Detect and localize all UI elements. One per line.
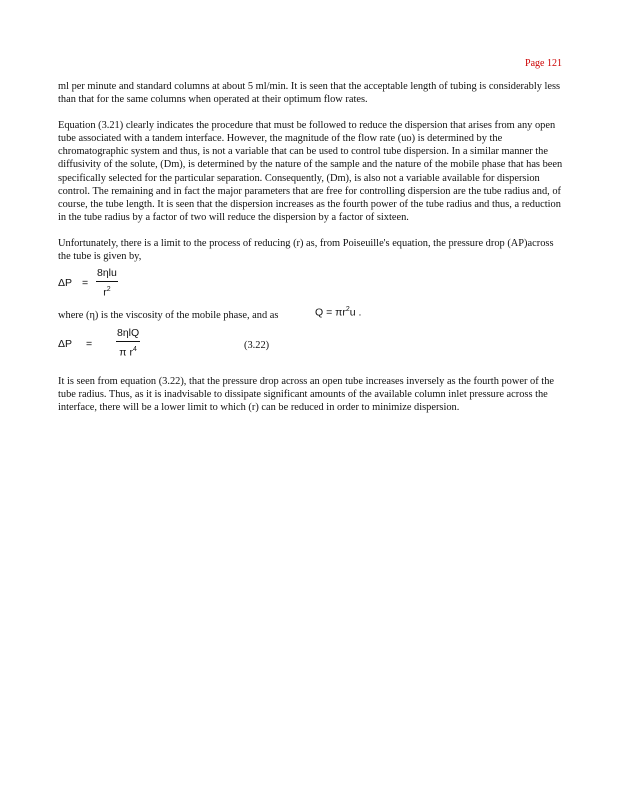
paragraph-2: Equation (3.21) clearly indicates the procedure that must be followed to reduce the dispersion that arises from any open tube associated with a tandem interface. However, the magnitude of the flow rate (uo) is determined by the chromatographic system and thus, is not a variable that can be used to control tube dispersion. In a similar manner the diffusivity of the solute, (Dm), is determined by the nature of the sample and the nature of the mobile phase that has been specifically selected for the particular separation. Consequently, (Dm), is also not a variable available for dispersion control. The remaining and in fact the major parameters that are free for controlling dispersion are the tube radius and, of course, the tube length. It is seen that the dispersion increases as the fourth power of the tube radius and thus, a reduction in the tube radius by a factor of two will reduce the dispersion by a factor of sixteen.	[58, 120, 563, 223]
fraction-denominator: π $r^4$	[119, 346, 137, 359]
where-text: where (η) is the viscosity of the mobile phase, and as	[58, 310, 279, 322]
equation-fraction	[116, 327, 140, 360]
paragraph-3: Unfortunately, there is a limit to the process of reducing (r) as, from Poiseuille's equation, the pressure drop (AP)across the tube is given by,	[58, 237, 554, 263]
paragraph-1: ml per minute and standard columns at about 5 ml/min. It is seen that the acceptable length of tubing is considerably less than that for the same columns when operated at their optimum flow rates.	[58, 81, 561, 106]
fraction-denominator: $r^2$	[103, 286, 111, 299]
equation-poiseuille	[58, 267, 563, 297]
where-line	[58, 303, 563, 323]
equation-lhs: ΔP	[58, 277, 73, 290]
equation-flow: $Q = \pi r^2u$ .	[315, 306, 362, 319]
fraction-numerator: 8ηlQ	[116, 327, 140, 342]
equation-number: (3.22)	[244, 340, 270, 352]
equation-3-22	[58, 329, 563, 363]
equation-fraction	[96, 267, 118, 300]
document-body	[58, 80, 563, 427]
paragraph-4: It is seen from equation (3.22), that the pressure drop across an open tube increases inversely as the fourth power of the tube radius. Thus, as it is inadvisable to dissipate significant amounts of the available column inlet pressure across the interface, there will be a lower limit to which (r) can be reduced in order to minimize dispersion.	[58, 376, 554, 414]
fraction-numerator: 8ηlu	[96, 267, 118, 282]
equals-sign: =	[86, 338, 93, 351]
equation-lhs: ΔP	[58, 338, 73, 351]
equals-sign: =	[82, 277, 89, 290]
page-number: Page 121	[525, 58, 562, 69]
